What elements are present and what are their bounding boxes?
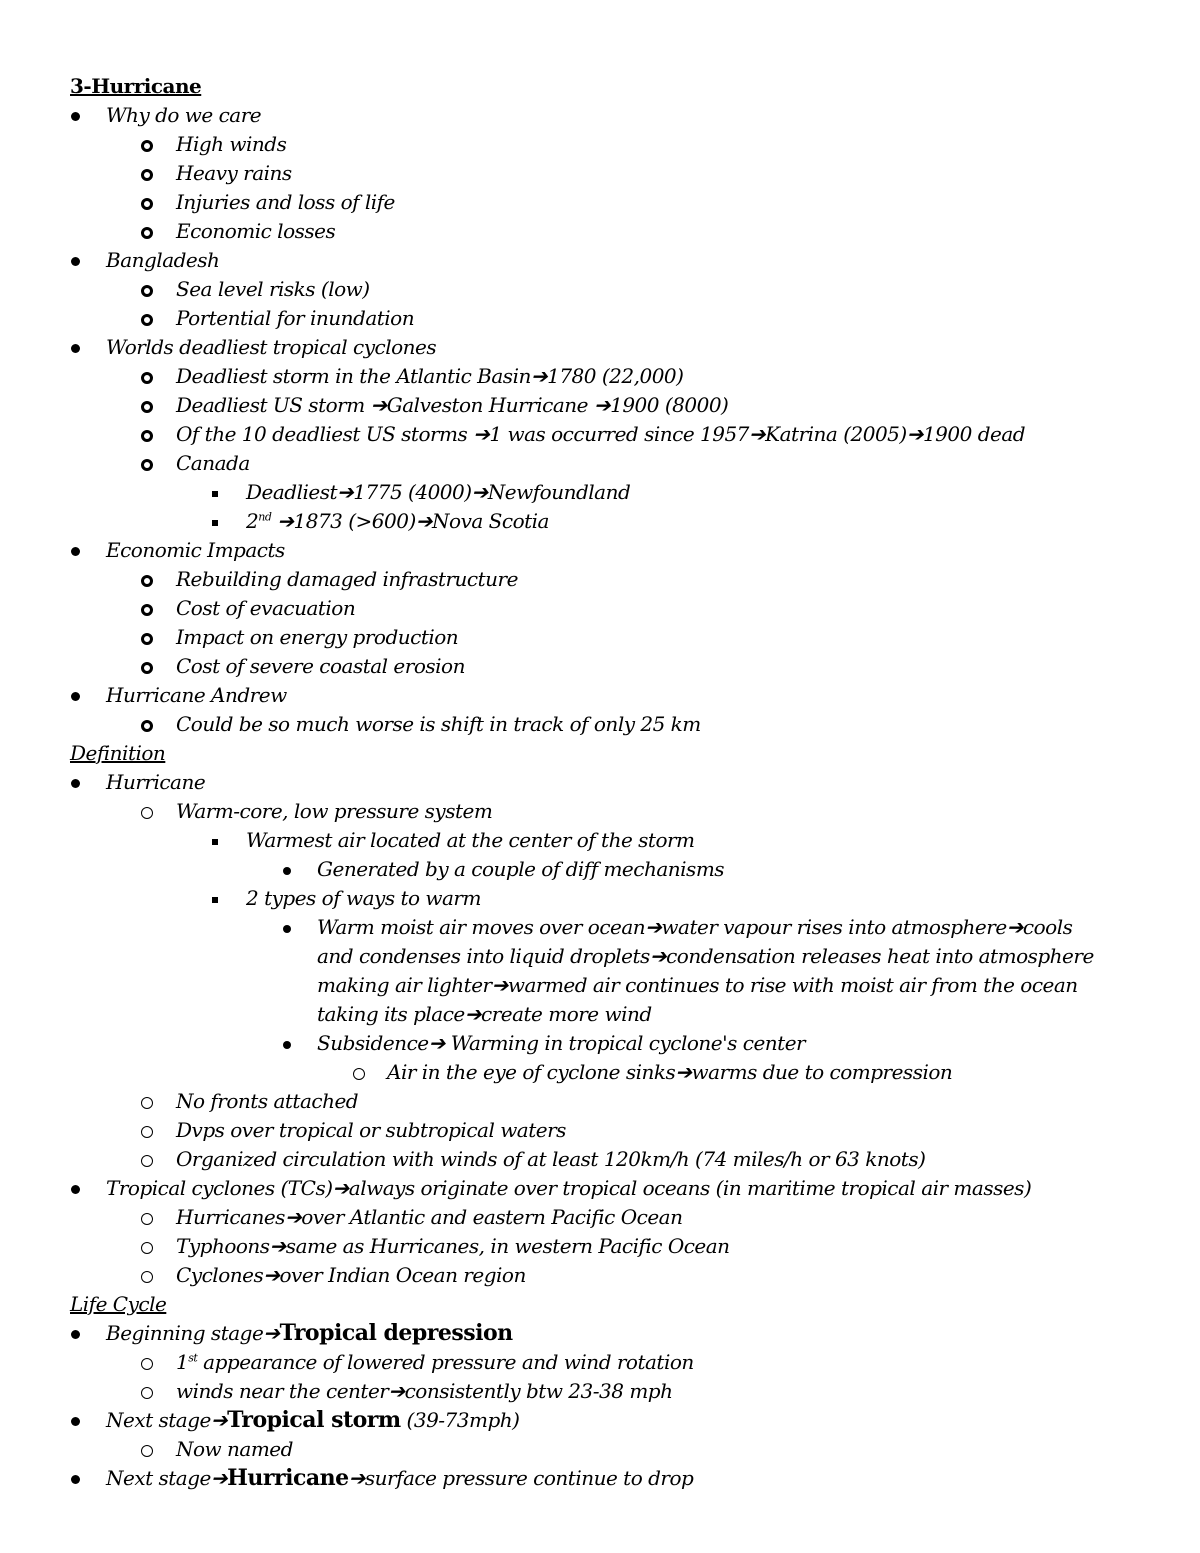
superscript: nd	[258, 510, 272, 524]
line-text: taking its place➔create more wind	[317, 1002, 652, 1026]
line-text: winds near the center➔consistently btw 23-38 mph	[176, 1379, 673, 1403]
bullet-icon	[141, 188, 153, 217]
bullet-icon	[283, 913, 291, 942]
line-text	[106, 1464, 693, 1493]
bold-term: Tropical storm	[227, 1407, 401, 1433]
bullet-icon	[141, 594, 153, 623]
outline-line	[0, 1174, 1200, 1203]
outline-line	[0, 1261, 1200, 1290]
line-text: Injuries and loss of life	[176, 190, 395, 214]
line-text: Cyclones➔over Indian Ocean region	[176, 1263, 526, 1287]
outline-line	[0, 188, 1200, 217]
line-text: Warmest air located at the center of the storm	[246, 828, 695, 852]
line-text: Bangladesh	[106, 248, 220, 272]
line-text: 2 types of ways to warm	[246, 886, 481, 910]
line-text: Worlds deadliest tropical cyclones	[106, 335, 437, 359]
line-segment: Next stage➔	[106, 1466, 228, 1490]
outline-line	[0, 768, 1200, 797]
outline-line	[0, 246, 1200, 275]
line-text: Economic Impacts	[106, 538, 285, 562]
line-text: High winds	[176, 132, 287, 156]
bullet-icon	[141, 130, 153, 159]
outline-line	[0, 913, 1200, 942]
line-segment: appearance of lowered pressure and wind rotation	[197, 1350, 694, 1374]
bullet-icon	[71, 246, 80, 275]
outline-line	[0, 304, 1200, 333]
line-text: and condenses into liquid droplets➔condensation releases heat into atmosphere	[317, 944, 1094, 968]
outline-line	[0, 1377, 1200, 1406]
bullet-icon	[283, 855, 291, 884]
section-heading: Definition	[70, 741, 166, 765]
outline-line	[0, 101, 1200, 130]
line-text: Hurricane Andrew	[106, 683, 287, 707]
outline-line	[0, 1290, 1200, 1319]
outline-line	[0, 739, 1200, 768]
bullet-icon	[141, 391, 153, 420]
outline-line	[0, 1232, 1200, 1261]
line-text: Dvps over tropical or subtropical waters	[176, 1118, 566, 1142]
bullet-icon	[71, 1174, 80, 1203]
outline-line	[0, 420, 1200, 449]
line-text: Organized circulation with winds of at least 120km/h (74 miles/h or 63 knots)	[176, 1147, 926, 1171]
line-text: Rebuilding damaged infrastructure	[176, 567, 518, 591]
bullet-icon	[71, 681, 80, 710]
outline-line	[0, 1406, 1200, 1435]
outline-line	[0, 681, 1200, 710]
outline-line	[0, 1087, 1200, 1116]
bullet-icon	[283, 1029, 291, 1058]
line-segment: (39-73mph)	[400, 1408, 520, 1432]
outline-line	[0, 855, 1200, 884]
bullet-icon	[141, 565, 153, 594]
outline-line	[0, 1145, 1200, 1174]
outline-line	[0, 391, 1200, 420]
outline-line	[0, 797, 1200, 826]
section-heading: Life Cycle	[70, 1292, 167, 1316]
outline-line	[0, 942, 1200, 971]
bullet-icon	[141, 1116, 153, 1145]
outline-line	[0, 594, 1200, 623]
bullet-icon	[141, 449, 153, 478]
line-text: Hurricane	[106, 770, 206, 794]
line-text: No fronts attached	[176, 1089, 359, 1113]
outline-line	[0, 1203, 1200, 1232]
bullet-icon	[212, 884, 218, 913]
bullet-icon	[71, 1464, 80, 1493]
outline-line	[0, 1058, 1200, 1087]
outline-line	[0, 1000, 1200, 1029]
superscript: st	[188, 1351, 198, 1365]
line-text: Portential for inundation	[176, 306, 415, 330]
line-text: Impact on energy production	[176, 625, 459, 649]
line-text: Deadliest US storm ➔Galveston Hurricane ➔1900 (8000)	[176, 393, 729, 417]
bullet-icon	[141, 1232, 153, 1261]
line-text: Deadliest➔1775 (4000)➔Newfoundland	[246, 480, 631, 504]
bullet-icon	[141, 304, 153, 333]
outline-line	[0, 449, 1200, 478]
line-text: Sea level risks (low)	[176, 277, 370, 301]
line-text: Of the 10 deadliest US storms ➔1 was occurred since 1957➔Katrina (2005)➔1900 dead	[176, 422, 1026, 446]
line-text: Cost of evacuation	[176, 596, 356, 620]
outline-line	[0, 623, 1200, 652]
outline-line	[0, 1116, 1200, 1145]
outline-line	[0, 1029, 1200, 1058]
line-text: Why do we care	[106, 103, 262, 127]
line-text: making air lighter➔warmed air continues to rise with moist air from the ocean	[317, 973, 1078, 997]
line-text	[106, 1406, 519, 1435]
line-text: Now named	[176, 1437, 293, 1461]
line-text: Tropical cyclones (TCs)➔always originate over tropical oceans (in maritime tropical air masses)	[106, 1176, 1032, 1200]
bullet-icon	[71, 101, 80, 130]
outline-line	[0, 478, 1200, 507]
line-segment: ➔1873 (>600)➔Nova Scotia	[271, 509, 549, 533]
line-text: Economic losses	[176, 219, 336, 243]
line-segment: ➔surface pressure continue to drop	[348, 1466, 694, 1490]
bullet-icon	[212, 507, 218, 536]
bullet-icon	[141, 797, 153, 826]
bold-term: Tropical depression	[279, 1320, 513, 1346]
outline-line	[0, 159, 1200, 188]
line-text: Typhoons➔same as Hurricanes, in western Pacific Ocean	[176, 1234, 730, 1258]
line-text: Air in the eye of cyclone sinks➔warms due to compression	[387, 1060, 953, 1084]
line-text: Hurricanes➔over Atlantic and eastern Pacific Ocean	[176, 1205, 683, 1229]
line-segment: 2	[246, 509, 259, 533]
outline-line	[0, 710, 1200, 739]
line-text: Generated by a couple of diff mechanisms	[317, 857, 725, 881]
bullet-icon	[71, 536, 80, 565]
outline-line	[0, 130, 1200, 159]
outline-line	[0, 1319, 1200, 1348]
bullet-icon	[141, 1348, 153, 1377]
line-segment: 1	[176, 1350, 189, 1374]
bullet-icon	[141, 1261, 153, 1290]
bullet-icon	[71, 768, 80, 797]
line-text: Heavy rains	[176, 161, 292, 185]
bullet-icon	[71, 1319, 80, 1348]
line-text: Warm-core, low pressure system	[176, 799, 493, 823]
bullet-icon	[141, 275, 153, 304]
outline-line	[0, 275, 1200, 304]
outline-line	[0, 971, 1200, 1000]
bullet-icon	[141, 1203, 153, 1232]
outline-line	[0, 333, 1200, 362]
line-text: Could be so much worse is shift in track of only 25 km	[176, 712, 701, 736]
bullet-icon	[141, 159, 153, 188]
outline-line	[0, 217, 1200, 246]
outline-line	[0, 826, 1200, 855]
page-title: 3-Hurricane	[70, 74, 202, 98]
line-text: Warm moist air moves over ocean➔water vapour rises into atmosphere➔cools	[317, 915, 1073, 939]
bullet-icon	[141, 362, 153, 391]
outline-line	[0, 362, 1200, 391]
document-page	[0, 72, 1200, 1493]
bullet-icon	[141, 623, 153, 652]
line-text: Subsidence➔ Warming in tropical cyclone's center	[317, 1031, 806, 1055]
line-text	[246, 507, 549, 536]
bullet-icon	[141, 1145, 153, 1174]
line-segment: Beginning stage➔	[106, 1321, 280, 1345]
outline-line	[0, 1435, 1200, 1464]
line-text	[176, 1348, 694, 1377]
outline-line	[0, 72, 1200, 101]
bullet-icon	[353, 1058, 365, 1087]
bold-term: Hurricane	[227, 1465, 349, 1491]
line-text: Cost of severe coastal erosion	[176, 654, 465, 678]
bullet-icon	[141, 1377, 153, 1406]
bullet-icon	[141, 217, 153, 246]
bullet-icon	[141, 710, 153, 739]
line-text: Canada	[176, 451, 250, 475]
bullet-icon	[212, 826, 218, 855]
bullet-icon	[71, 1406, 80, 1435]
outline-line	[0, 507, 1200, 536]
bullet-icon	[141, 420, 153, 449]
bullet-icon	[212, 478, 218, 507]
bullet-icon	[141, 1435, 153, 1464]
outline-line	[0, 1348, 1200, 1377]
outline-line	[0, 1464, 1200, 1493]
bullet-icon	[141, 652, 153, 681]
bullet-icon	[71, 333, 80, 362]
outline-line	[0, 536, 1200, 565]
outline-line	[0, 565, 1200, 594]
outline-line	[0, 884, 1200, 913]
bullet-icon	[141, 1087, 153, 1116]
line-text	[106, 1319, 513, 1348]
line-segment: Next stage➔	[106, 1408, 228, 1432]
outline-line	[0, 652, 1200, 681]
line-text: Deadliest storm in the Atlantic Basin➔1780 (22,000)	[176, 364, 684, 388]
